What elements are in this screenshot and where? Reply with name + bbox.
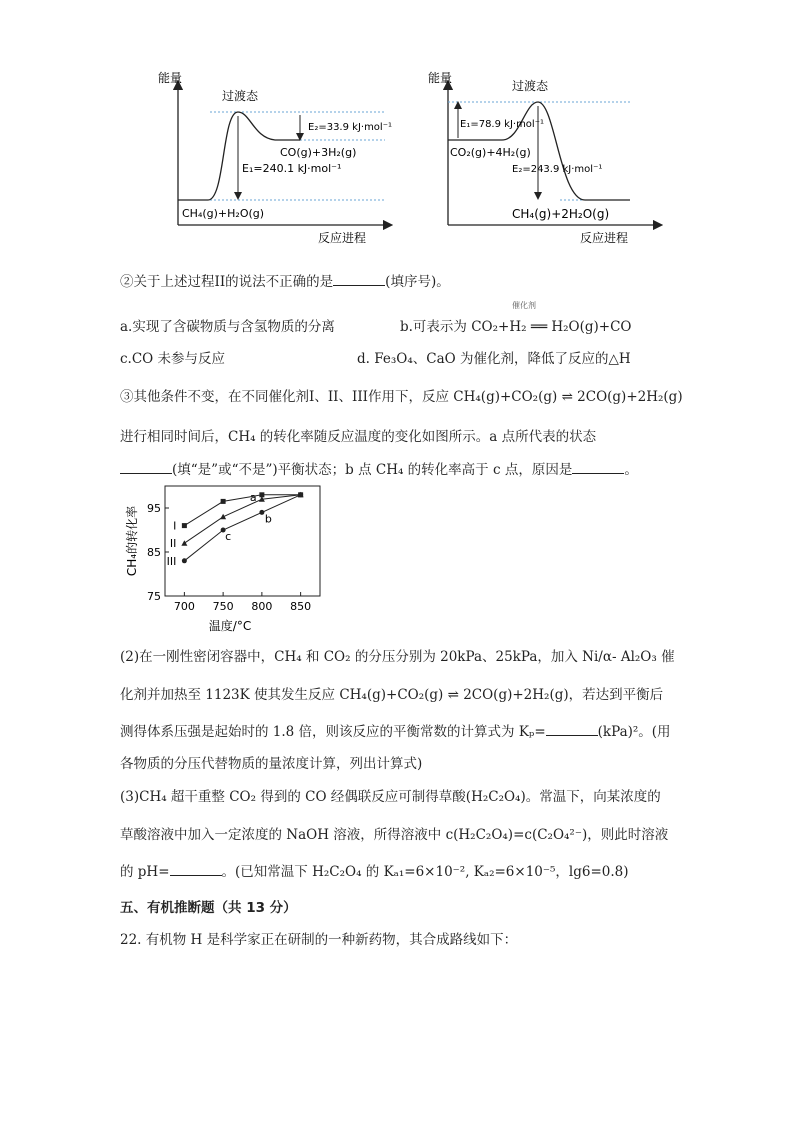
point-label-b: b	[264, 512, 272, 526]
p3-line2: 草酸溶液中加入一定浓度的 NaOH 溶液，所得溶液中 c(H₂C₂O₄)=c(C₂O₄²⁻)，则此时溶液	[120, 827, 669, 843]
series-label-I: I	[173, 519, 177, 533]
q3-line3: (填“是”或“不是”)平衡状态；b 点 CH₄ 的转化率高于 c 点，原因是 。	[120, 458, 638, 478]
x-axis-title: 温度/°C	[208, 619, 252, 633]
q3-line2: 进行相同时间后，CH₄ 的转化率随反应温度的变化如图所示。a 点所代表的状态	[120, 429, 597, 445]
x-tick-label: 800	[251, 600, 273, 613]
e2-label: E₂=243.9 kJ·mol⁻¹	[512, 164, 603, 175]
answer-blank[interactable]	[170, 863, 222, 876]
reactant-label: CH₄(g)+H₂O(g)	[182, 207, 265, 220]
reactant-label: CO₂(g)+4H₂(g)	[450, 146, 531, 159]
point-label-a: a	[249, 491, 257, 505]
answer-blank[interactable]	[546, 723, 598, 736]
p3-line3: 的 pH= 。(已知常温下 H₂C₂O₄ 的 Kₐ₁=6×10⁻², Kₐ₂=6×10⁻⁵，lg6=0.8)	[120, 864, 629, 880]
y-axis-title: CH₄的转化率	[125, 505, 139, 577]
option-d: d. Fe₃O₄、CaO 为催化剂，降低了反应的△H	[357, 351, 631, 367]
e2-label: E₂=33.9 kJ·mol⁻¹	[308, 122, 392, 133]
series-label-II: II	[169, 537, 177, 551]
x-tick-label: 850	[290, 600, 312, 613]
product-label: CO(g)+3H₂(g)	[280, 146, 357, 159]
answer-blank[interactable]	[572, 461, 624, 474]
data-point-I	[221, 499, 226, 504]
energy-diagram-2	[420, 60, 670, 250]
y-tick-label: 85	[147, 546, 161, 559]
data-point-III	[298, 492, 303, 497]
data-point-II	[181, 540, 187, 546]
answer-blank[interactable]	[333, 273, 385, 286]
series-line-II	[184, 495, 300, 543]
q3-line1: ③其他条件不变，在不同催化剂I、II、III作用下，反应 CH₄(g)+CO₂(g) ⇌ 2CO(g)+2H₂(g)	[120, 389, 683, 405]
p2-line3: 测得体系压强是起始时的 1.8 倍，则该反应的平衡常数的计算式为 Kₚ= (kPa)²。(用	[120, 724, 671, 740]
p2-line4: 各物质的分压代替物质的量浓度计算，列出计算式)	[120, 756, 423, 772]
peak-label: 过渡态	[512, 79, 549, 93]
series-line-III	[184, 495, 300, 561]
answer-blank[interactable]	[120, 461, 172, 474]
data-point-III	[182, 558, 187, 563]
conversion-chart	[120, 478, 330, 638]
p3-line1: (3)CH₄ 超干重整 CO₂ 得到的 CO 经偶联反应可制得草酸(H₂C₂O₄)。常温下，向某浓度的	[120, 789, 661, 805]
option-a: a.实现了含碳物质与含氢物质的分离	[120, 319, 335, 335]
p2-line1: (2)在一刚性密闭容器中，CH₄ 和 CO₂ 的分压分别为 20kPa、25kPa，加入 Ni/α- Al₂O₃ 催	[120, 649, 675, 665]
data-point-I	[182, 523, 187, 528]
y-axis-label: 能量	[158, 71, 183, 85]
p2-line2: 化剂并加热至 1123K 使其发生反应 CH₄(g)+CO₂(g) ⇌ 2CO(g)+2H₂(g)，若达到平衡后	[120, 687, 664, 703]
y-tick-label: 75	[147, 590, 161, 603]
q22-text: 22. 有机物 H 是科学家正在研制的一种新药物，其合成路线如下：	[120, 932, 518, 948]
product-label: CH₄(g)+2H₂O(g)	[512, 207, 610, 221]
point-label-c: c	[225, 530, 232, 543]
section-heading: 五、有机推断题（共 13 分）	[120, 900, 297, 916]
x-tick-label: 700	[173, 600, 195, 613]
option-c: c.CO 未参与反应	[120, 351, 226, 367]
catalyst-condition: 催化剂	[512, 301, 536, 310]
data-point-II	[220, 514, 226, 520]
e1-label: E₁=240.1 kJ·mol⁻¹	[242, 162, 342, 175]
y-axis-label: 能量	[428, 71, 453, 85]
energy-diagram-1	[150, 60, 400, 250]
peak-label: 过渡态	[222, 89, 259, 103]
y-tick-label: 95	[147, 502, 161, 515]
e1-label: E₁=78.9 kJ·mol⁻¹	[460, 119, 544, 130]
option-b: b.可表示为 CO₂+H₂ ══ H₂O(g)+CO	[400, 319, 632, 335]
series-label-III: III	[166, 554, 177, 568]
x-tick-label: 750	[212, 600, 234, 613]
x-axis-label: 反应进程	[580, 231, 629, 245]
q2-stem: ②关于上述过程II的说法不正确的是 (填序号)。	[120, 274, 450, 290]
x-axis-label: 反应进程	[318, 231, 367, 245]
data-point-III	[259, 510, 264, 515]
